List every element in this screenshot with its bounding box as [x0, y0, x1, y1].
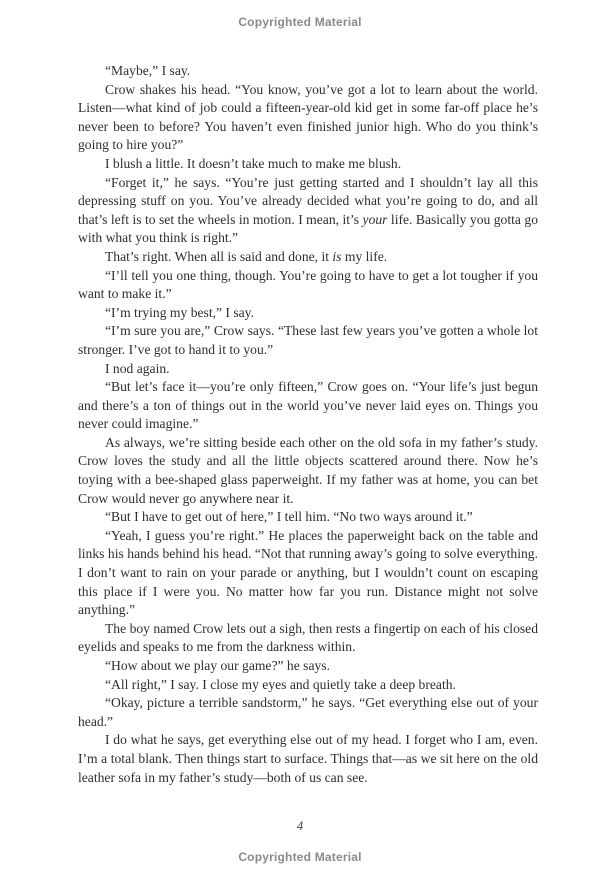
text-segment: “I’ll tell you one thing, though. You’re going to have to get a lot tougher if you want to make it.”	[78, 267, 538, 302]
paragraph	[78, 322, 538, 359]
italic-text: is	[332, 248, 342, 264]
text-segment: “Maybe,” I say.	[105, 63, 191, 78]
paragraph	[78, 657, 538, 676]
italic-text: your	[362, 211, 388, 227]
text-segment: As always, we’re sitting beside each other on the old sofa in my father’s study. Crow loves the study and all the little objects scattered around there. Now he’s toying with a bee-shaped glass paperweight. If my father was at home, you can bet Crow would never go anywhere near it.	[78, 434, 538, 506]
text-segment: “All right,” I say. I close my eyes and quietly take a deep breath.	[105, 676, 456, 692]
text-segment: I blush a little. It doesn’t take much to make me blush.	[105, 155, 402, 171]
paragraph	[78, 62, 538, 81]
paragraph	[78, 267, 538, 304]
paragraph	[78, 174, 538, 248]
text-segment: “But I have to get out of here,” I tell him. “No two ways around it.”	[105, 509, 473, 525]
text-segment: Crow shakes his head. “You know, you’ve got a lot to learn about the world. Listen—what kind of job could a fifteen-year-old kid get in some far-off place he’s never been to before? You haven’t even finished junior high. Who do you think’s going to hire you?”	[78, 81, 538, 153]
paragraph	[78, 694, 538, 731]
body-text	[78, 62, 538, 787]
paragraph	[78, 527, 538, 620]
text-segment: “Forget it,” he says. “You’re just getting started and I shouldn’t lay all this depressing stuff on you. You’ve already decided what you’re going to do, and all that’s left is to set the wheels in motion. I mean, it’s	[78, 174, 538, 227]
paragraph	[78, 378, 538, 434]
text-segment: “I’m sure you are,” Crow says. “These last few years you’ve gotten a whole lot stronger. I’ve got to hand it to you.”	[78, 323, 538, 357]
text-segment: “But let’s face it—you’re only fifteen,” Crow goes on. “Your life’s just begun and there’s a ton of things out in the world you’ve never laid eyes on. Things you never could imagine.”	[78, 379, 538, 432]
paragraph	[78, 620, 538, 657]
footer-copyright-notice: Copyrighted Material	[238, 850, 362, 864]
header-copyright-notice: Copyrighted Material	[238, 15, 362, 29]
paragraph	[78, 731, 538, 787]
text-segment: “I’m trying my best,” I say.	[105, 304, 254, 320]
text-segment: “How about we play our game?” he says.	[105, 658, 330, 673]
paragraph	[78, 81, 538, 155]
text-segment: I do what he says, get everything else out of my head. I forget who I am, even. I’m a total blank. Then things start to surface. Things that—as we sit here on the old leather sofa in my father’s study—both of us can see.	[78, 732, 538, 785]
text-segment: I nod again.	[105, 360, 170, 376]
text-segment: “Yeah, I guess you’re right.” He places the paperweight back on the table and links his hands behind his head. “Not that running away’s going to solve everything. I don’t want to rain on your parade or anything, but I wouldn’t count on escaping this place if I were you. No matter how far you run. Distance might not solve anything.”	[78, 527, 538, 618]
text-segment: my life.	[341, 248, 388, 264]
text-segment: “Okay, picture a terrible sandstorm,” he says. “Get everything else out of your head.”	[78, 695, 538, 729]
paragraph	[78, 304, 538, 323]
text-segment: life. Basically you gotta go with what you think is right.”	[78, 211, 538, 246]
paragraph	[78, 360, 538, 379]
paragraph	[78, 508, 538, 527]
text-segment: That’s right. When all is said and done, it	[105, 248, 333, 264]
paragraph	[78, 676, 538, 695]
page-number: 4	[296, 819, 304, 833]
paragraph	[78, 155, 538, 174]
paragraph	[78, 434, 538, 508]
paragraph	[78, 248, 538, 267]
text-segment: The boy named Crow lets out a sigh, then rests a fingertip on each of his closed eyelids and speaks to me from the darkness within.	[78, 620, 538, 655]
